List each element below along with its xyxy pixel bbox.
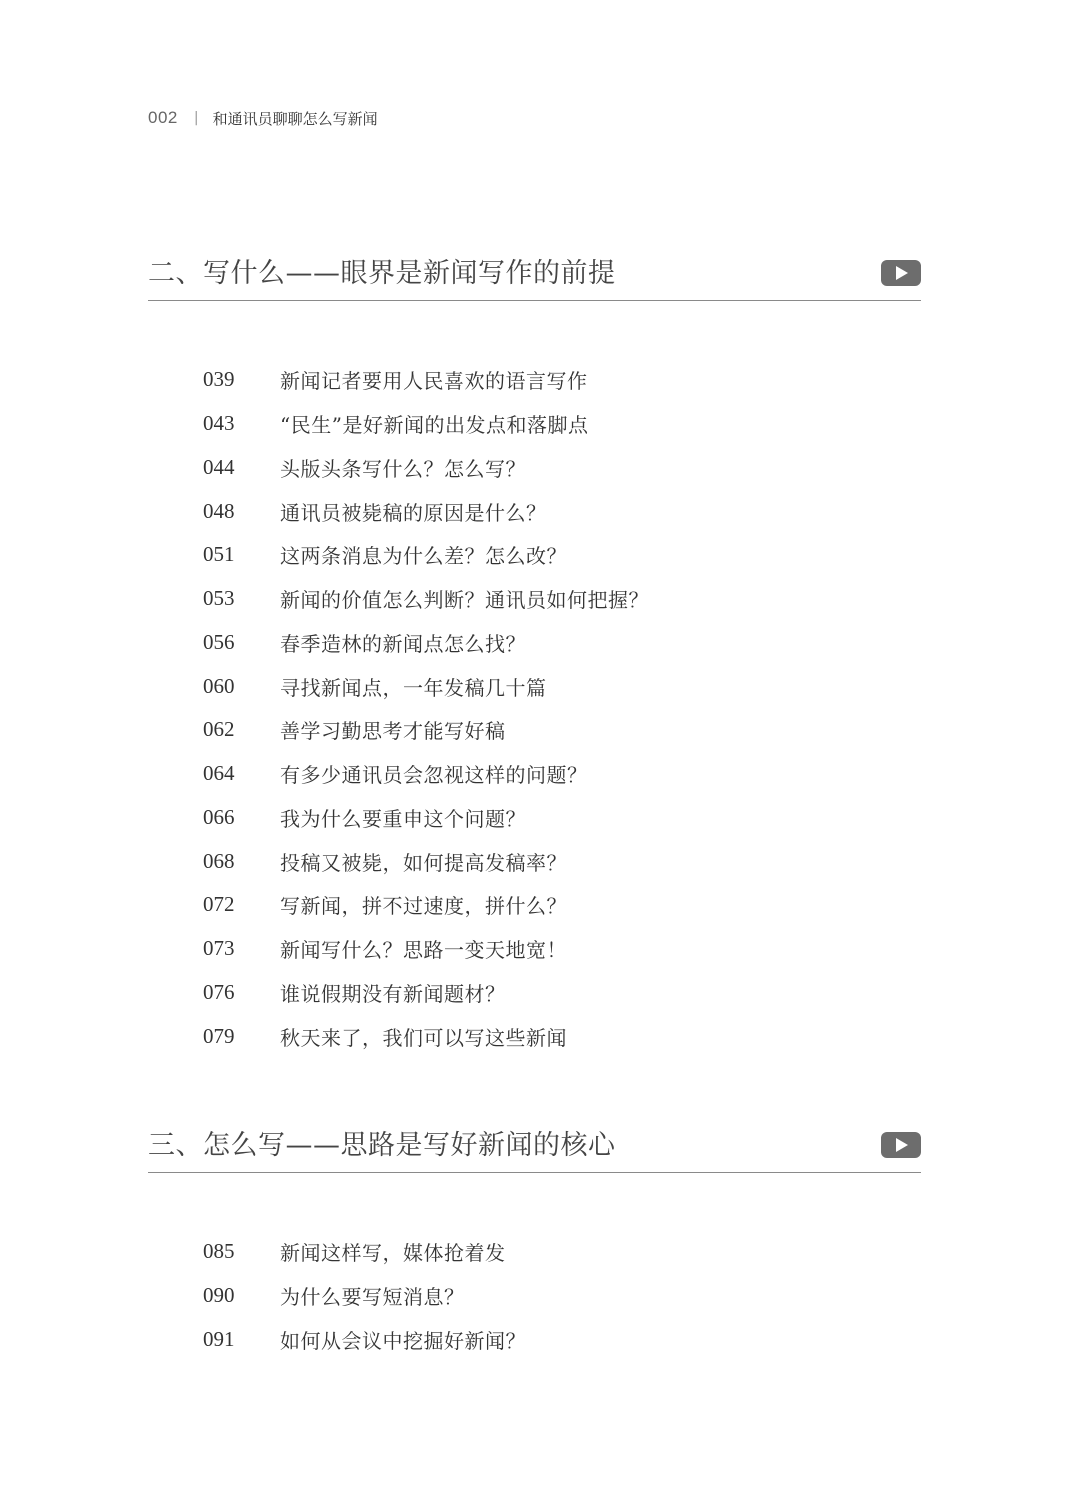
entry-page: 079 (203, 1023, 235, 1048)
section-title: 三、怎么写——思路是写好新闻的核心 (148, 1130, 616, 1161)
toc-entry[interactable] (203, 446, 649, 490)
entry-title: 通讯员被毙稿的原因是什么？ (280, 500, 547, 525)
entry-title: 秋天来了，我们可以写这些新闻 (280, 1025, 567, 1050)
toc-entry-list (203, 1230, 526, 1361)
toc-section-2 (148, 256, 921, 1050)
toc-entry[interactable] (203, 621, 649, 665)
entry-page: 056 (203, 629, 235, 654)
toc-entry[interactable] (203, 1230, 526, 1274)
toc-entry-list (203, 358, 649, 1058)
toc-entry[interactable] (203, 664, 649, 708)
entry-title: 这两条消息为什么差？怎么改？ (280, 544, 567, 569)
toc-entry[interactable] (203, 1014, 649, 1058)
entry-page: 090 (203, 1283, 235, 1308)
entry-page: 076 (203, 979, 235, 1004)
entry-title: 写新闻，拼不过速度，拼什么？ (280, 894, 567, 919)
toc-entry[interactable] (203, 1318, 526, 1362)
entry-page: 044 (203, 454, 235, 479)
section-heading (148, 256, 921, 301)
header-separator: | (193, 110, 199, 126)
entry-title: 新闻写什么？思路一变天地宽！ (280, 938, 567, 963)
entry-page: 060 (203, 673, 235, 698)
book-title: 和通讯员聊聊怎么写新闻 (212, 109, 378, 128)
entry-page: 051 (203, 542, 235, 567)
entry-title: 新闻的价值怎么判断？通讯员如何把握？ (280, 588, 649, 613)
section-title: 二、写什么——眼界是新闻写作的前提 (148, 258, 616, 289)
entry-title: “民生”是好新闻的出发点和落脚点 (280, 413, 589, 438)
toc-entry[interactable] (203, 752, 649, 796)
entry-page: 039 (203, 367, 235, 392)
toc-entry[interactable] (203, 796, 649, 840)
toc-entry[interactable] (203, 533, 649, 577)
entry-title: 为什么要写短消息？ (280, 1285, 465, 1310)
entry-title: 头版头条写什么？怎么写？ (280, 456, 526, 481)
toc-entry[interactable] (203, 489, 649, 533)
entry-page: 091 (203, 1326, 235, 1351)
entry-title: 我为什么要重申这个问题？ (280, 806, 526, 831)
entry-page: 048 (203, 498, 235, 523)
toc-section-3 (148, 1128, 921, 1353)
toc-entry[interactable] (203, 358, 649, 402)
page-number: 002 (148, 108, 178, 127)
entry-page: 073 (203, 936, 235, 961)
entry-title: 投稿又被毙，如何提高发稿率？ (280, 850, 567, 875)
entry-page: 062 (203, 717, 235, 742)
entry-title: 新闻这样写，媒体抢着发 (280, 1241, 506, 1266)
running-header (148, 104, 378, 132)
entry-title: 谁说假期没有新闻题材？ (280, 981, 506, 1006)
entry-page: 053 (203, 586, 235, 611)
entry-page: 085 (203, 1239, 235, 1264)
entry-title: 春季造林的新闻点怎么找？ (280, 631, 526, 656)
entry-page: 043 (203, 411, 235, 436)
toc-entry[interactable] (203, 402, 649, 446)
entry-page: 066 (203, 804, 235, 829)
toc-entry[interactable] (203, 883, 649, 927)
toc-entry[interactable] (203, 577, 649, 621)
toc-entry[interactable] (203, 708, 649, 752)
toc-entry[interactable] (203, 1274, 526, 1318)
entry-title: 新闻记者要用人民喜欢的语言写作 (280, 369, 588, 394)
entry-page: 068 (203, 848, 235, 873)
entry-title: 有多少通讯员会忽视这样的问题？ (280, 763, 588, 788)
section-heading (148, 1128, 921, 1173)
entry-title: 寻找新闻点，一年发稿几十篇 (280, 675, 547, 700)
play-icon[interactable] (881, 1132, 921, 1158)
entry-page: 064 (203, 761, 235, 786)
entry-title: 如何从会议中挖掘好新闻？ (280, 1328, 526, 1353)
toc-entry[interactable] (203, 971, 649, 1015)
toc-entry[interactable] (203, 839, 649, 883)
entry-title: 善学习勤思考才能写好稿 (280, 719, 506, 744)
toc-entry[interactable] (203, 927, 649, 971)
entry-page: 072 (203, 892, 235, 917)
play-icon[interactable] (881, 260, 921, 286)
